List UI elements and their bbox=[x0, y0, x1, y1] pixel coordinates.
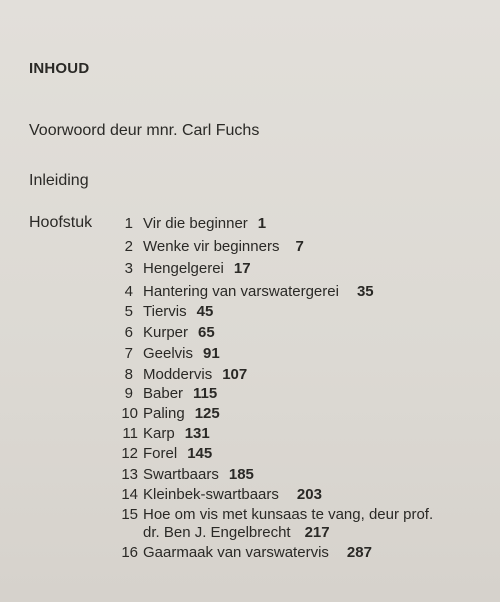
chapter-page: 91 bbox=[203, 345, 220, 362]
chapter-page: 131 bbox=[184, 425, 210, 442]
chapter-number: 3 bbox=[124, 260, 133, 277]
chapter-number: 11 bbox=[122, 425, 138, 442]
chapter-page: 217 bbox=[304, 524, 330, 541]
chapter-title: Hengelgerei bbox=[143, 260, 224, 277]
chapter-title: Hoe om vis met kunsaas te vang, deur prof. bbox=[143, 506, 434, 523]
chapter-title: Forel bbox=[143, 445, 178, 462]
chapter-title-cont: dr. Ben J. Engelbrecht bbox=[143, 524, 291, 541]
chapter-page: 1 bbox=[257, 215, 267, 232]
chapter-page: 35 bbox=[356, 283, 374, 300]
chapter-title: Swartbaars bbox=[143, 466, 219, 483]
chapter-title-continuation bbox=[143, 524, 330, 541]
page-title: INHOUD bbox=[29, 60, 90, 77]
chapter-title: Gaarmaak van varswatervis bbox=[143, 544, 329, 561]
chapter-title: Hantering van varswatergerei bbox=[143, 283, 339, 300]
chapter-page: 107 bbox=[222, 366, 248, 383]
chapter-title: Vir die beginner bbox=[143, 215, 248, 232]
chapter-number: 8 bbox=[124, 366, 133, 383]
chapter-page: 125 bbox=[194, 405, 220, 422]
chapter-number: 13 bbox=[121, 466, 138, 483]
foreword-line: Voorwoord deur mnr. Carl Fuchs bbox=[29, 122, 260, 139]
chapter-number: 7 bbox=[124, 345, 133, 362]
chapter-title: Kurper bbox=[143, 324, 189, 341]
chapter-page: 287 bbox=[346, 544, 372, 561]
chapter-number: 9 bbox=[124, 385, 133, 402]
chapter-number: 12 bbox=[121, 445, 138, 462]
chapter-page: 115 bbox=[193, 385, 218, 402]
chapter-number: 16 bbox=[121, 544, 138, 561]
chapter-page: 7 bbox=[295, 238, 304, 255]
chapter-number: 5 bbox=[124, 303, 133, 320]
chapter-number: 14 bbox=[121, 486, 138, 503]
chapter-title: Paling bbox=[143, 405, 185, 422]
chapter-number: 4 bbox=[124, 283, 133, 300]
chapter-page: 145 bbox=[187, 445, 213, 462]
chapter-title: Wenke vir beginners bbox=[143, 238, 280, 255]
chapter-number: 2 bbox=[124, 238, 133, 255]
chapter-number: 1 bbox=[124, 215, 133, 232]
chapter-title: Moddervis bbox=[143, 366, 213, 383]
chapter-title: Baber bbox=[143, 385, 184, 402]
chapter-page: 65 bbox=[198, 324, 215, 341]
chapter-page: 17 bbox=[233, 260, 251, 277]
chapter-title: Tiervis bbox=[143, 303, 187, 320]
chapter-page: 185 bbox=[228, 466, 254, 483]
chapter-page: 45 bbox=[196, 303, 214, 320]
chapter-page: 203 bbox=[296, 486, 322, 503]
chapter-number: 10 bbox=[121, 405, 138, 422]
chapter-label: Hoofstuk bbox=[29, 214, 93, 231]
chapter-title: Geelvis bbox=[143, 345, 194, 362]
chapter-title: Karp bbox=[143, 425, 175, 442]
intro-line: Inleiding bbox=[29, 172, 89, 189]
chapter-title: Kleinbek-swartbaars bbox=[143, 486, 279, 503]
chapter-number: 6 bbox=[124, 324, 133, 341]
chapter-number: 15 bbox=[121, 506, 138, 523]
